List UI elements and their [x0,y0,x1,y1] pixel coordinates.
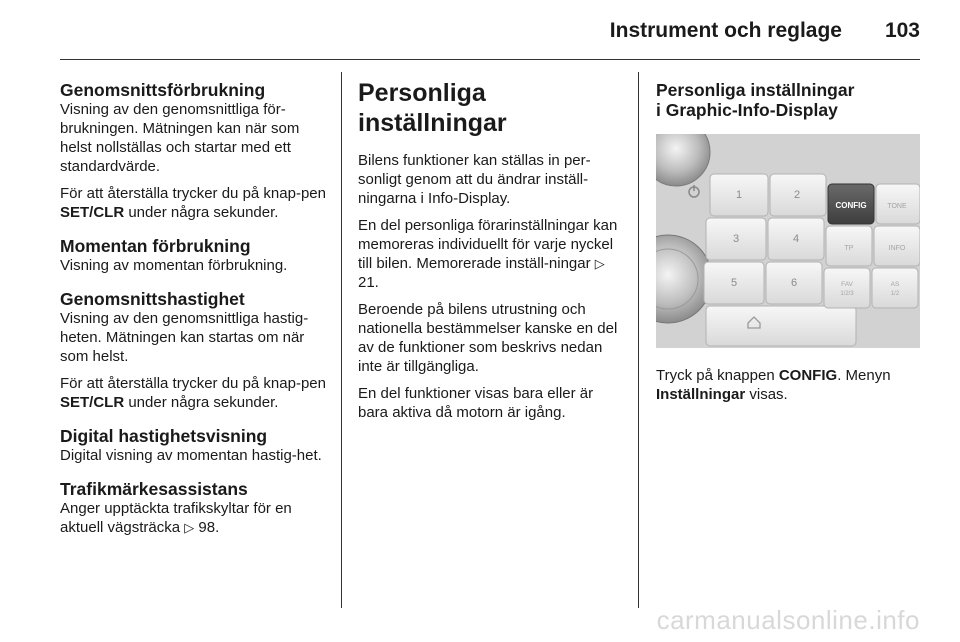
page-number: 103 [884,19,920,42]
column-3 [656,80,921,412]
svg-text:2: 2 [793,189,801,201]
as-key-label: AS [890,281,900,288]
text-run: . Menyn [837,367,891,384]
text-run: En del personliga förarinställningar kan memoreras individuellt för varje nyckel till bilen. Memorerade inställ-ningar [358,217,618,272]
text-run: För att återställa trycker du på knap-pen [60,375,326,392]
svg-text:4: 4 [792,233,800,245]
subheading-line-2: i Graphic-Info-Display [656,100,838,120]
column-divider-right [638,72,639,608]
paragraph: Digital visning av momentan hastig-het. [60,447,322,464]
section-momentary-consumption [60,236,335,275]
as-key-sublabel: 1/2 [890,291,900,297]
text-run: Tryck på knappen [656,367,779,384]
section-heading: Momentan förbrukning [60,236,251,256]
paragraph [60,184,335,222]
page-reference-link[interactable]: 98. [198,519,220,536]
text-run: För att återställa trycker du på knap-pen [60,185,326,202]
paragraph [358,216,618,292]
text-run: under några sekunder. [124,204,279,221]
button-ref: SET/CLR [60,204,125,221]
paragraph: Visning av momentan förbrukning. [60,257,288,274]
section-heading: Genomsnittsförbrukning [60,80,266,100]
page-reference-link[interactable]: 21. [358,274,379,291]
page-reference-icon: ▷ [594,256,605,271]
page-header [0,0,960,60]
paragraph: En del funktioner visas bara eller är bara aktiva då motorn är igång. [358,385,594,421]
main-heading: Personliga inställningar [358,79,507,137]
page-reference-icon: ▷ [184,520,195,535]
as-key [872,268,918,308]
svg-text:3: 3 [732,233,740,245]
svg-text:6: 6 [790,277,798,289]
control-panel-photo [656,134,920,348]
tp-key-label: TP [844,245,854,252]
config-key-label: CONFIG [835,201,867,210]
svg-text:1: 1 [735,189,743,201]
tone-key-label: TONE [887,203,907,210]
section-average-consumption [60,80,335,222]
section-heading: Digital hastighetsvisning [60,426,268,446]
paragraph: Visning av den genomsnittliga hastig-heten. Mätningen kan startas om när som helst. [60,310,309,365]
column-2 [358,78,618,430]
info-key-label: INFO [888,245,906,252]
section-digital-speed [60,426,335,465]
section-average-speed [60,289,335,412]
column-1 [60,80,335,551]
text-run: visas. [745,386,788,403]
paragraph [60,374,335,412]
paragraph [60,499,335,537]
svg-text:5: 5 [730,277,738,289]
section-heading: Genomsnittshastighet [60,289,245,309]
menu-ref: Inställningar [656,386,746,403]
button-ref: CONFIG [778,367,838,384]
text-run: under några sekunder. [124,394,279,411]
instruction-paragraph [656,366,921,404]
fav-key-sublabel: 1/2/3 [840,291,854,297]
button-ref: SET/CLR [60,394,125,411]
section-traffic-sign-assist [60,479,335,537]
header-title: Instrument och reglage [609,19,842,42]
header-rule [60,59,920,60]
subheading-line-1: Personliga inställningar [656,80,855,100]
section-heading: Trafikmärkesassistans [60,479,248,499]
watermark: carmanualsonline.info [656,605,920,635]
paragraph: Visning av den genomsnittliga för-brukningen. Mätningen kan när som helst nollställas och startar med ett standardvärde. [60,101,300,175]
paragraph: Beroende på bilens utrustning och nationella bestämmelser kanske en del av de funktioner som beskrivs nedan inte är tillgängliga. [358,301,618,375]
fav-key [824,268,870,308]
control-panel-illustration [656,134,920,348]
text-run: Anger upptäckta trafikskyltar för en aktuell vägsträcka [60,500,292,536]
paragraph: Bilens funktioner kan ställas in per-sonligt genom att du ändrar inställ-ningarna i Info-Display. [358,152,591,207]
fav-key-label: FAV [841,281,853,288]
home-key [706,306,856,346]
column-divider-left [341,72,342,608]
